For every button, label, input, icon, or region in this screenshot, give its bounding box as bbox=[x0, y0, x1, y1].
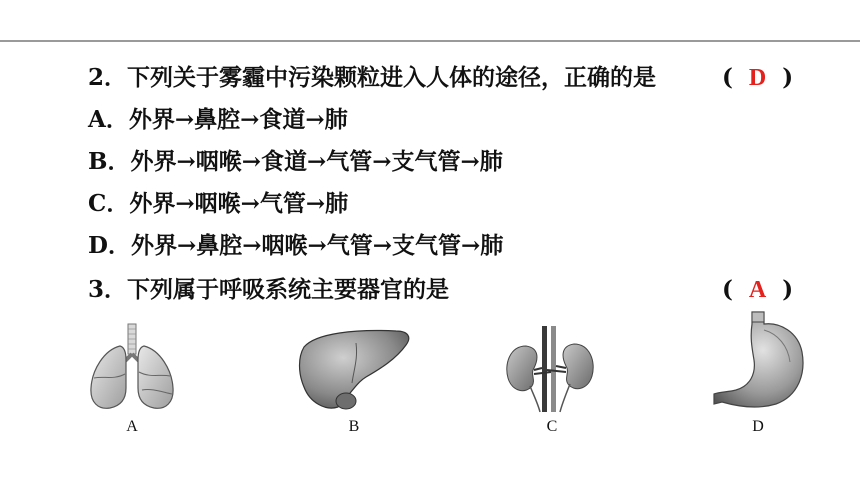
q3-answer-bracket: ( A ) bbox=[722, 276, 794, 303]
q2-answer: D bbox=[748, 65, 767, 91]
q2-option-d: D．外界→鼻腔→咽喉→气管→支气管→肺 bbox=[88, 232, 504, 259]
image-label-d: D bbox=[752, 418, 764, 435]
lungs-icon bbox=[82, 322, 182, 414]
q3-answer: A bbox=[748, 277, 767, 303]
stomach-icon bbox=[706, 310, 810, 412]
q2-number: 2 bbox=[88, 64, 105, 91]
q2-answer-bracket: ( D ) bbox=[722, 64, 794, 91]
q3-number: 3 bbox=[88, 276, 105, 303]
image-label-b: B bbox=[348, 418, 360, 435]
q2-option-a: A．外界→鼻腔→食道→肺 bbox=[88, 106, 348, 133]
q2-stem-line: 2．下列关于雾霾中污染颗粒进入人体的途径，正确的是 bbox=[88, 64, 657, 91]
kidneys-icon bbox=[500, 324, 600, 414]
image-label-a: A bbox=[126, 418, 138, 435]
image-label-c: C bbox=[546, 418, 558, 435]
q2-stem: 下列关于雾霾中污染颗粒进入人体的途径，正确的是 bbox=[127, 64, 657, 91]
header-rule bbox=[0, 40, 860, 42]
q3-stem: 下列属于呼吸系统主要器官的是 bbox=[127, 276, 450, 303]
liver-icon bbox=[296, 325, 414, 413]
q2-option-b: B．外界→咽喉→食道→气管→支气管→肺 bbox=[88, 148, 503, 175]
q2-option-c: C．外界→咽喉→气管→肺 bbox=[88, 190, 349, 217]
q3-stem-line: 3．下列属于呼吸系统主要器官的是 bbox=[88, 276, 450, 303]
